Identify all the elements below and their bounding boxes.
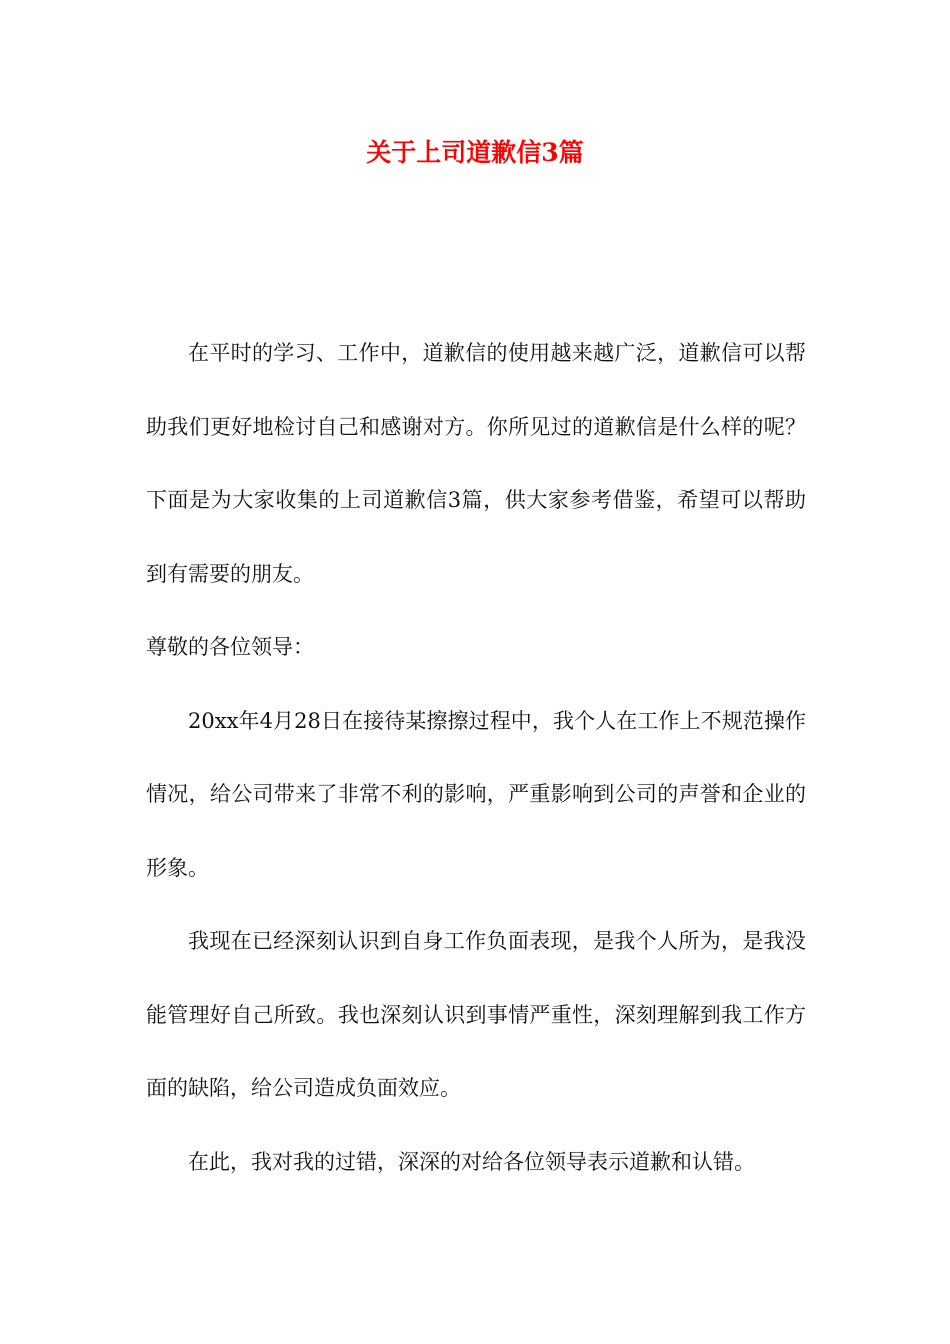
document-title: 关于上司道歉信3篇 xyxy=(366,138,584,167)
salutation-paragraph: 尊敬的各位领导： xyxy=(146,635,314,659)
intro-paragraph: 在平时的学习、工作中，道歉信的使用越来越广泛，道歉信可以帮助我们更好地检讨自己和感谢对方。你所见过的道歉信是什么样的呢？下面是为大家收集的上司道歉信3篇，供大家参考借鉴，希望可以帮助到有需要的朋友。 xyxy=(146,341,806,586)
reflection-paragraph: 我现在已经深刻认识到自身工作负面表现，是我个人所为，是我没能管理好自己所致。我也深刻认识到事情严重性，深刻理解到我工作方面的缺陷，给公司造成负面效应。 xyxy=(146,929,806,1100)
incident-paragraph: 20xx年4月28日在接待某擦擦过程中，我个人在工作上不规范操作情况，给公司带来了非常不利的影响，严重影响到公司的声誉和企业的形象。 xyxy=(146,708,806,880)
document-body xyxy=(146,317,806,1199)
apology-paragraph: 在此，我对我的过错，深深的对给各位领导表示道歉和认错。 xyxy=(188,1149,755,1174)
